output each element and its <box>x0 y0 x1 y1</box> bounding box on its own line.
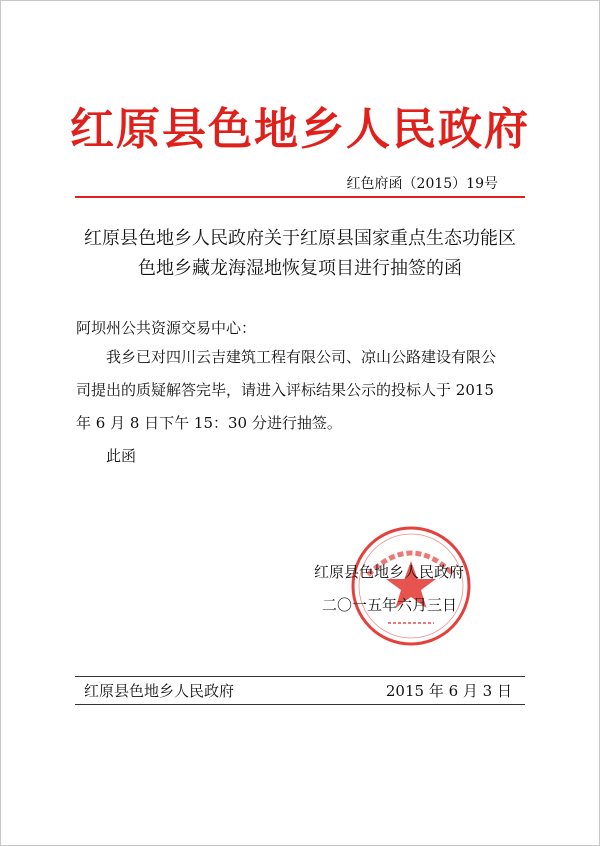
signer-organization: 红原县色地乡人民政府 <box>314 563 465 581</box>
footer-date: 2015 年 6 月 3 日 <box>385 682 512 700</box>
footer-rule-top <box>75 676 525 677</box>
official-seal-icon <box>348 523 474 649</box>
signature-date: 二〇一五年六月三日 <box>322 596 458 614</box>
document-title <box>0 224 600 284</box>
body-line-2: 司提出的质疑解答完毕，请进入评标结果公示的投标人于 2015 <box>76 381 494 399</box>
title-line-2: 色地乡藏龙海湿地恢复项目进行抽签的函 <box>138 258 462 279</box>
closing-text: 此函 <box>106 447 137 465</box>
footer-organization: 红原县色地乡人民政府 <box>84 682 235 700</box>
red-divider <box>75 196 525 198</box>
document-number: 红色府函（2015）19号 <box>346 176 498 192</box>
body-line-1: 我乡已对四川云吉建筑工程有限公司、凉山公路建设有限公 <box>106 348 497 366</box>
masthead-title: 红原县色地乡人民政府 <box>70 104 530 155</box>
body-line-3: 年 6 月 8 日下午 15：30 分进行抽签。 <box>76 414 342 432</box>
addressee: 阿坝州公共资源交易中心： <box>76 319 257 337</box>
letter-body <box>76 341 526 440</box>
title-line-1: 红原县色地乡人民政府关于红原县国家重点生态功能区 <box>84 228 516 249</box>
footer-rule-bottom <box>75 704 525 705</box>
